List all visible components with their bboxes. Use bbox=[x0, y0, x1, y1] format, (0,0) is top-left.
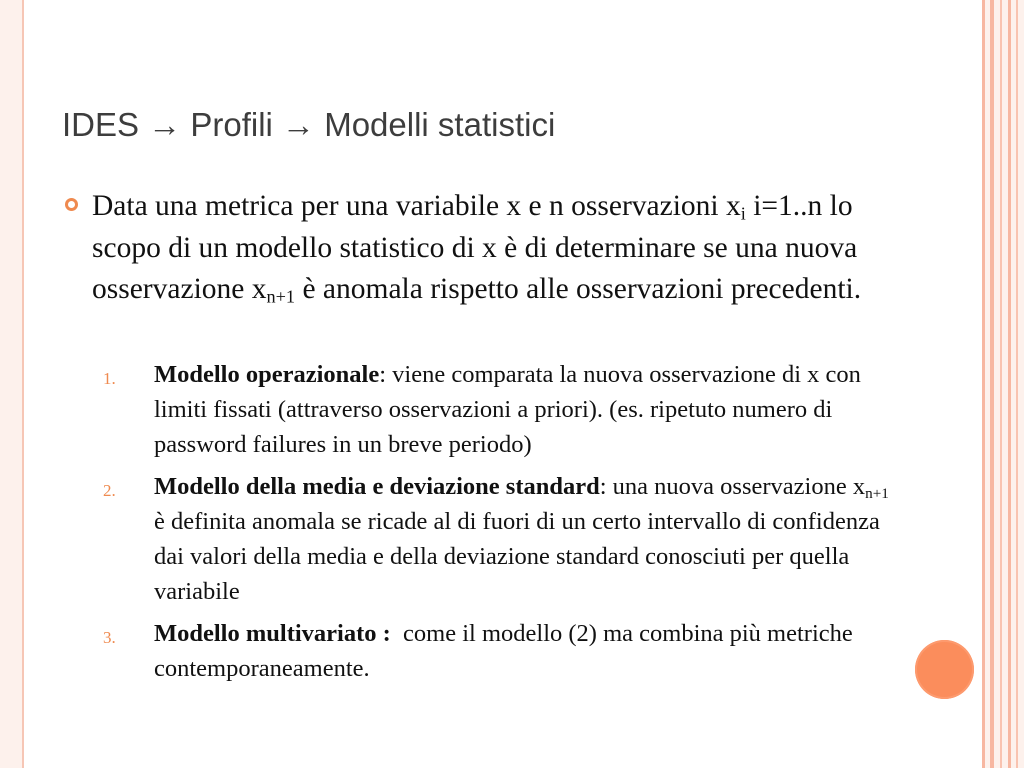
list-item bbox=[100, 469, 890, 609]
subscript: i bbox=[740, 203, 746, 224]
decorative-stripe bbox=[990, 0, 994, 768]
item-term: Modello operazionale bbox=[154, 361, 380, 388]
decorative-stripe bbox=[1016, 0, 1018, 768]
item-term: Modello della media e deviazione standard bbox=[154, 473, 600, 500]
item-text: : una nuova osservazione x bbox=[599, 473, 866, 500]
list-number: 1. bbox=[103, 369, 116, 388]
subscript: n+1 bbox=[266, 286, 296, 307]
list-item bbox=[100, 616, 890, 686]
subscript: n+1 bbox=[865, 484, 889, 502]
slide-title: IDES → Profili → Modelli statistici bbox=[62, 106, 556, 143]
bullet-text-part: Data una metrica per una variabile x e n osservazioni x bbox=[92, 190, 741, 222]
item-term: Modello multivariato : bbox=[154, 620, 391, 647]
bullet-circle-icon bbox=[65, 198, 78, 211]
list-number: 3. bbox=[103, 628, 116, 647]
bullet-text-part: i=1..n lo scopo di un modello statistico di x è di determinare se una nuova osservazione x bbox=[92, 190, 858, 305]
decorative-stripe bbox=[1000, 0, 1002, 768]
decorative-stripe bbox=[982, 0, 985, 768]
bullet-text-part: è anomala rispetto alle osservazioni precedenti. bbox=[295, 273, 862, 305]
main-bullet-text bbox=[92, 186, 892, 311]
item-text: come il modello (2) ma combina più metriche contemporaneamente. bbox=[154, 620, 859, 682]
item-text: è definita anomala se ricade al di fuori di un certo intervallo di confidenza dai valori della media e della deviazione standard conosciuti per quella variabile bbox=[154, 508, 880, 605]
item-text: : viene comparata la nuova osservazione di x con limiti fissati (attraverso osservazioni a priori). (es. ripetuto numero di password failures in un breve periodo) bbox=[154, 361, 861, 458]
decorative-circle bbox=[915, 640, 974, 699]
list-item bbox=[100, 357, 890, 462]
list-number: 2. bbox=[103, 481, 116, 500]
decorative-stripe bbox=[1008, 0, 1011, 768]
numbered-list bbox=[100, 357, 890, 693]
